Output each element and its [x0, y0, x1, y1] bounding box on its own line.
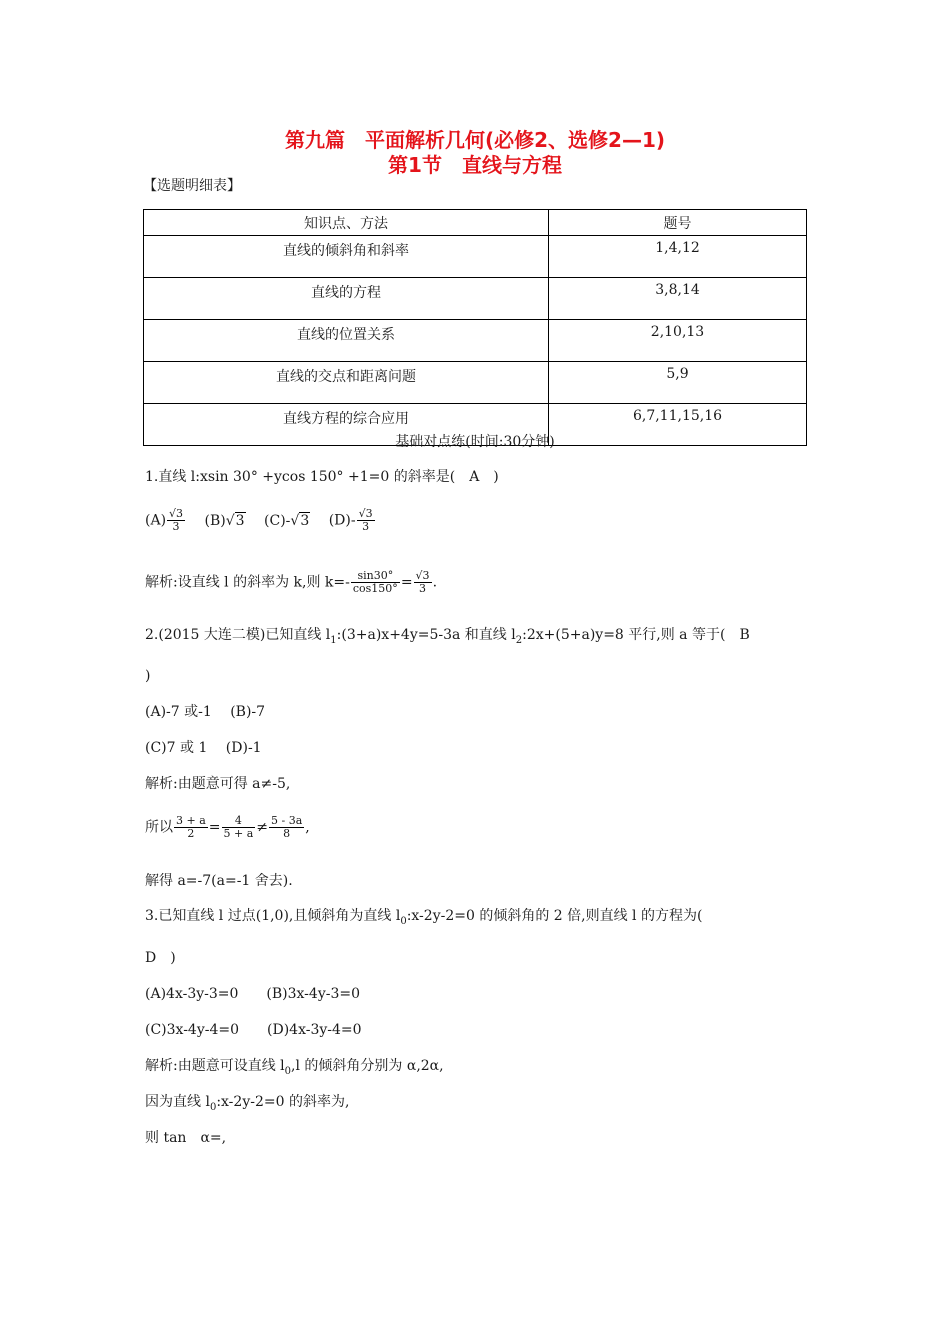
- fraction-numerator: √3: [358, 507, 373, 520]
- subscript: 0: [400, 915, 407, 927]
- fraction-numerator: sin30°: [351, 570, 400, 583]
- radicand: 3: [300, 512, 310, 529]
- fraction-numerator: 5 - 3a: [271, 814, 303, 827]
- subscript: 0: [284, 1065, 292, 1077]
- solution-text: :x-2y-2=0 的斜率为,: [216, 1094, 350, 1110]
- option-a-label: (A): [145, 512, 167, 529]
- subscript: 1: [330, 634, 337, 646]
- equals-sign: =: [400, 574, 413, 591]
- table-cell-questions: 1,4,12: [549, 236, 807, 278]
- table-cell-topic: 直线的倾斜角和斜率: [144, 236, 549, 278]
- fraction-numerator: √3: [415, 569, 430, 582]
- stem-part: :(3+a)x+4y=5-3a 和直线 l: [336, 627, 516, 643]
- question-2-stem-tail: ): [145, 668, 151, 684]
- solution-text: 因为直线 l: [145, 1094, 210, 1110]
- table-cell-questions: 5,9: [549, 362, 807, 404]
- subscript: 0: [209, 1101, 217, 1113]
- fraction-numerator: √3: [169, 507, 184, 520]
- table-cell-topic: 直线方程的综合应用: [144, 404, 549, 446]
- table-header-row: [144, 210, 807, 236]
- column-header-questions: 题号: [549, 210, 807, 236]
- fraction-numerator: 4: [222, 815, 256, 828]
- option-c-label: (C)-: [264, 512, 291, 529]
- fraction-denominator: 3: [172, 520, 180, 533]
- practice-section-heading: 基础对点练(时间:30分钟): [395, 434, 555, 450]
- question-3-solution-3: 则 tan α=,: [145, 1130, 227, 1146]
- not-equal-sign: ≠: [256, 819, 269, 836]
- period: .: [432, 574, 438, 591]
- solution-fraction: [351, 570, 400, 595]
- question-3-options-cd: (C)3x-4y-4=0 (D)4x-3y-4=0: [145, 1022, 362, 1038]
- table-cell-questions: 2,10,13: [549, 320, 807, 362]
- option-b-label: (B): [204, 512, 226, 529]
- table-cell-topic: 直线的方程: [144, 278, 549, 320]
- question-2-solution-1: 解析:由题意可得 a≠-5,: [145, 776, 291, 792]
- option-c: [264, 512, 310, 530]
- stem-part: 2.(2015 大连二模)已知直线 l: [145, 627, 331, 643]
- solution-text: 解析:设直线 l 的斜率为 k,则 k=-: [145, 574, 350, 591]
- solution-text: ,l 的倾斜角分别为 α,2α,: [291, 1058, 444, 1074]
- stem-part: :x-2y-2=0 的倾斜角的 2 倍,则直线 l 的方程为(: [406, 908, 703, 924]
- table-row: [144, 278, 807, 320]
- table-cell-questions: 3,8,14: [549, 278, 807, 320]
- option-d: [329, 508, 376, 533]
- radicand: 3: [235, 512, 245, 529]
- fraction-numerator: 3 + a: [176, 814, 206, 827]
- option-a-fraction: [167, 508, 185, 533]
- comma: ,: [305, 819, 310, 836]
- question-1-options: [145, 508, 390, 533]
- fraction-denominator: 3: [362, 520, 370, 533]
- fraction-denominator: 5 + a: [223, 827, 254, 840]
- solution-fraction: [269, 815, 304, 840]
- option-d-fraction: [357, 508, 375, 533]
- solution-fraction: [174, 815, 208, 840]
- solution-fraction: [222, 815, 256, 840]
- equals-sign: =: [208, 819, 221, 836]
- option-a: [145, 508, 186, 533]
- stem-part: :2x+(5+a)y=8 平行,则 a 等于( B: [522, 627, 750, 643]
- fraction-denominator: 2: [187, 827, 195, 840]
- table-cell-questions: 6,7,11,15,16: [549, 404, 807, 446]
- question-2-options-ab: (A)-7 或-1 (B)-7: [145, 704, 266, 720]
- fraction-denominator: 8: [283, 827, 291, 840]
- table-row: [144, 236, 807, 278]
- question-1-solution: [145, 570, 437, 595]
- solution-text: 解析:由题意可设直线 l: [145, 1058, 285, 1074]
- subscript: 2: [515, 634, 523, 646]
- solution-text: 所以: [145, 819, 173, 836]
- column-header-topic: 知识点、方法: [144, 210, 549, 236]
- table-cell-topic: 直线的位置关系: [144, 320, 549, 362]
- sqrt-symbol: √3: [225, 512, 245, 529]
- section-title: 第1节 直线与方程: [388, 153, 562, 177]
- table-label: 【选题明细表】: [143, 178, 241, 194]
- chapter-title: 第九篇 平面解析几何(必修2、选修2—1): [284, 128, 666, 152]
- topic-table: [143, 209, 807, 446]
- question-2-options-cd: (C)7 或 1 (D)-1: [145, 740, 262, 756]
- question-2-solution-2: [145, 815, 310, 840]
- stem-part: 3.已知直线 l 过点(1,0),且倾斜角为直线 l: [145, 908, 401, 924]
- fraction-denominator: 3: [419, 582, 427, 595]
- question-3-solution-1: [145, 1057, 444, 1081]
- question-3-stem-tail: D ): [145, 950, 176, 966]
- question-1-stem: 1.直线 l:xsin 30° +ycos 150° +1=0 的斜率是( A ): [145, 469, 499, 485]
- option-d-label: (D)-: [328, 512, 356, 529]
- question-3-stem: [145, 907, 702, 931]
- question-3-options-ab: (A)4x-3y-3=0 (B)3x-4y-3=0: [145, 986, 361, 1002]
- question-2-stem: [145, 626, 750, 650]
- option-b: [205, 512, 246, 530]
- question-3-solution-2: [145, 1093, 349, 1117]
- table-row: [144, 362, 807, 404]
- solution-fraction: [414, 570, 432, 595]
- fraction-denominator: cos150°: [352, 582, 398, 595]
- table-row: [144, 320, 807, 362]
- question-2-solution-3: 解得 a=-7(a=-1 舍去).: [145, 873, 293, 889]
- sqrt-symbol: √3: [290, 512, 310, 529]
- table-cell-topic: 直线的交点和距离问题: [144, 362, 549, 404]
